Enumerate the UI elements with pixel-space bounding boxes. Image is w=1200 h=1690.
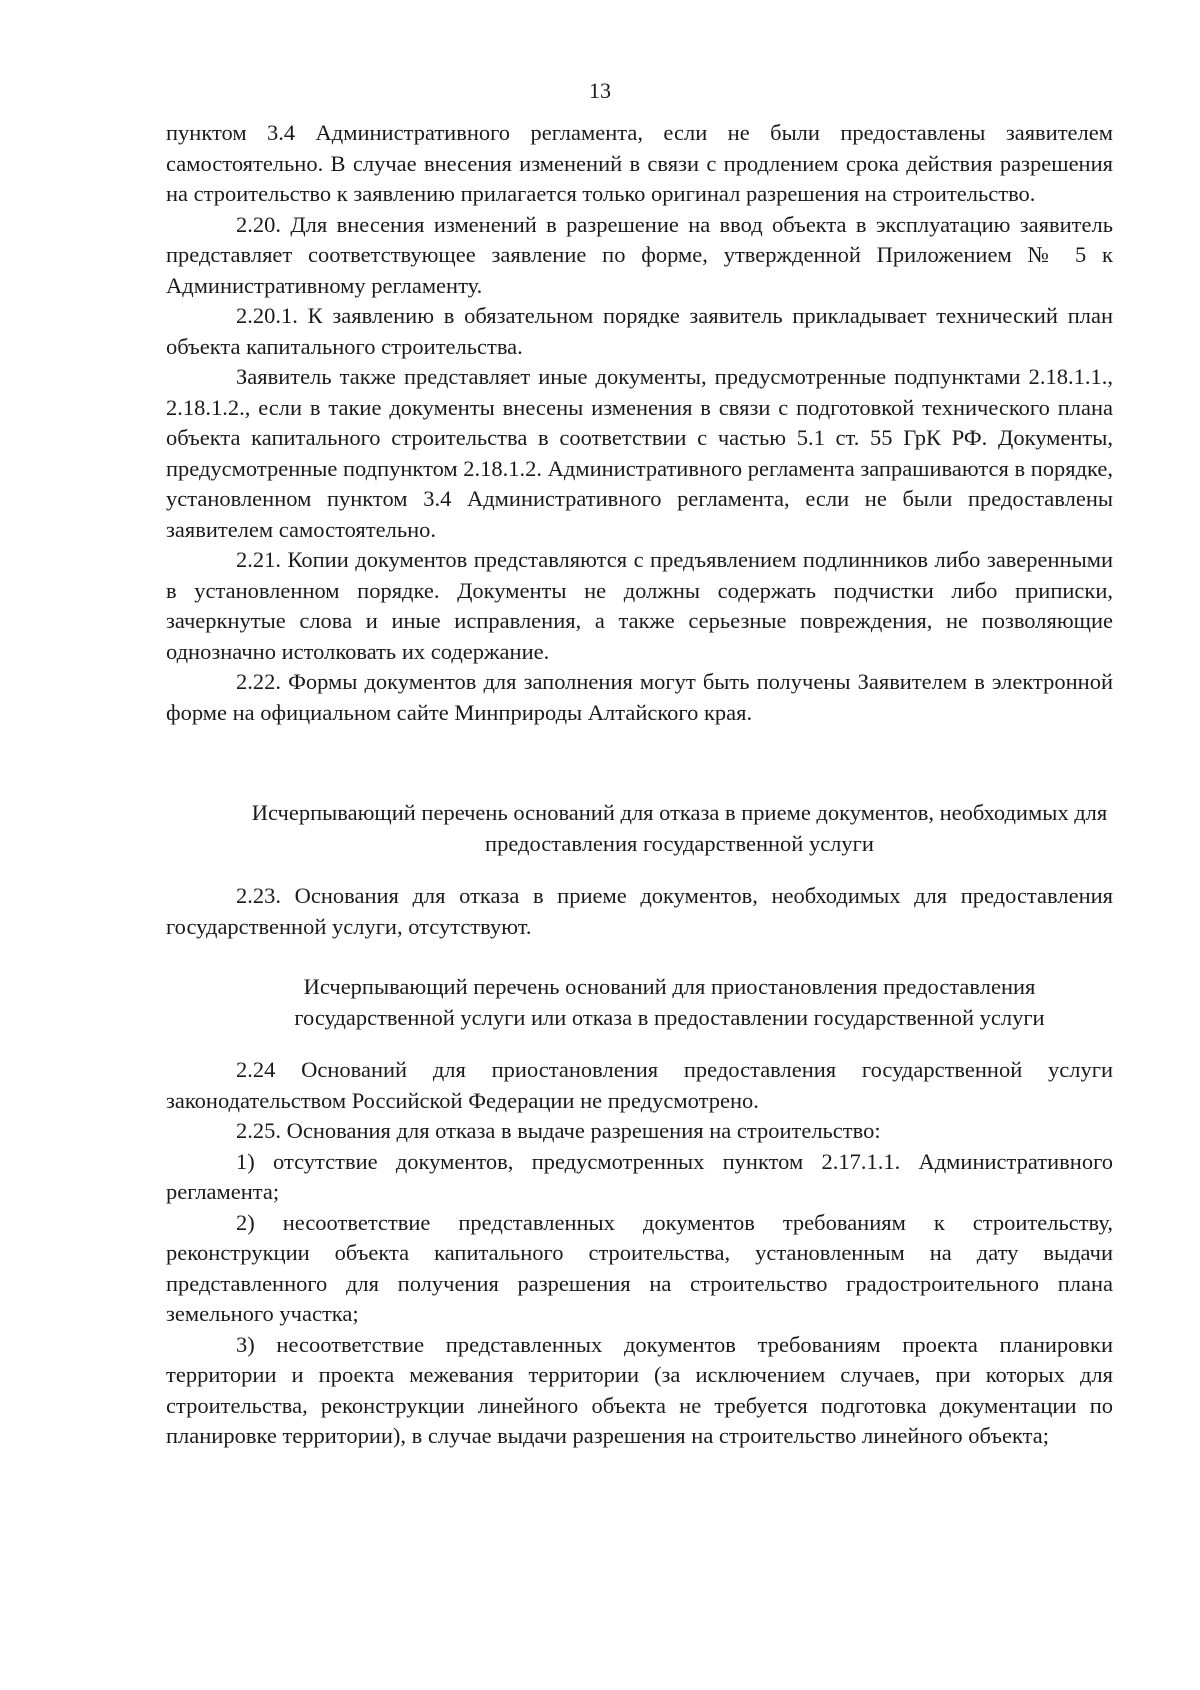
paragraph-2-23: 2.23. Основания для отказа в приеме документов, необходимых для предоставления государственной услуги, отсутствуют.: [166, 883, 1113, 939]
paragraph-2-22: 2.22. Формы документов для заполнения могут быть получены Заявителем в электронной форме на официальном сайте Минприроды Алтайского края.: [166, 669, 1113, 725]
paragraph-continuation: пунктом 3.4 Административного регламента, если не были предоставлены заявителем самостоятельно. В случае внесения изменений в связи с продлением срока действия разрешения на строительство к заявлению прилагается только оригинал разрешения на строительство.: [166, 120, 1113, 206]
section-heading-refusal-acceptance: Исчерпывающий перечень оснований для отказа в приеме документов, необходимых для предоставления государственной услуги: [251, 800, 1108, 856]
paragraph-2-24: 2.24 Оснований для приостановления предоставления государственной услуги законодательством Российской Федерации не предусмотрено.: [166, 1057, 1113, 1113]
page-number: 13: [589, 78, 611, 103]
list-item-1: 1) отсутствие документов, предусмотренных пунктом 2.17.1.1. Административного регламента;: [166, 1148, 1113, 1204]
list-item-2: 2) несоответствие представленных документов требованиям к строительству, реконструкции объекта капитального строительства, установленным на дату выдачи представленного для получения разрешения на строительство градостроительного плана земельного участка;: [166, 1209, 1113, 1326]
section-heading-suspension-refusal: Исчерпывающий перечень оснований для приостановления предоставления государственной услуги или отказа в предоставлении государственной услуги: [294, 974, 1045, 1030]
paragraph-2-25: 2.25. Основания для отказа в выдаче разрешения на строительство:: [236, 1118, 881, 1143]
paragraph-2-21: 2.21. Копии документов представляются с предъявлением подлинников либо заверенными в установленном порядке. Документы не должны содержать подчистки либо приписки, зачеркнутые слова и иные исправления, а также серьезные повреждения, не позволяющие однозначно истолковать их содержание.: [166, 547, 1113, 664]
paragraph-additional-documents: Заявитель также представляет иные документы, предусмотренные подпунктами 2.18.1.1., 2.18.1.2., если в такие документы внесены изменения в связи с подготовкой технического плана объекта капитального строительства в соответствии с частью 5.1 ст. 55 ГрК РФ. Документы, предусмотренные подпунктом 2.18.1.2. Административного регламента запрашиваются в порядке, установленном пунктом 3.4 Административного регламента, если не были предоставлены заявителем самостоятельно.: [166, 364, 1114, 542]
paragraph-2-20-1: 2.20.1. К заявлению в обязательном порядке заявитель прикладывает технический план объекта капитального строительства.: [166, 303, 1113, 359]
list-item-3: 3) несоответствие представленных документов требованиям проекта планировки территории и проекта межевания территории (за исключением случаев, при которых для строительства, реконструкции линейного объекта не требуется подготовка документации по планировке территории), в случае выдачи разрешения на строительство линейного объекта;: [166, 1331, 1113, 1448]
paragraph-2-20: 2.20. Для внесения изменений в разрешение на ввод объекта в эксплуатацию заявитель представляет соответствующее заявление по форме, утвержденной Приложением № 5 к Административному регламенту.: [166, 211, 1113, 298]
document-body: [166, 118, 1113, 1452]
